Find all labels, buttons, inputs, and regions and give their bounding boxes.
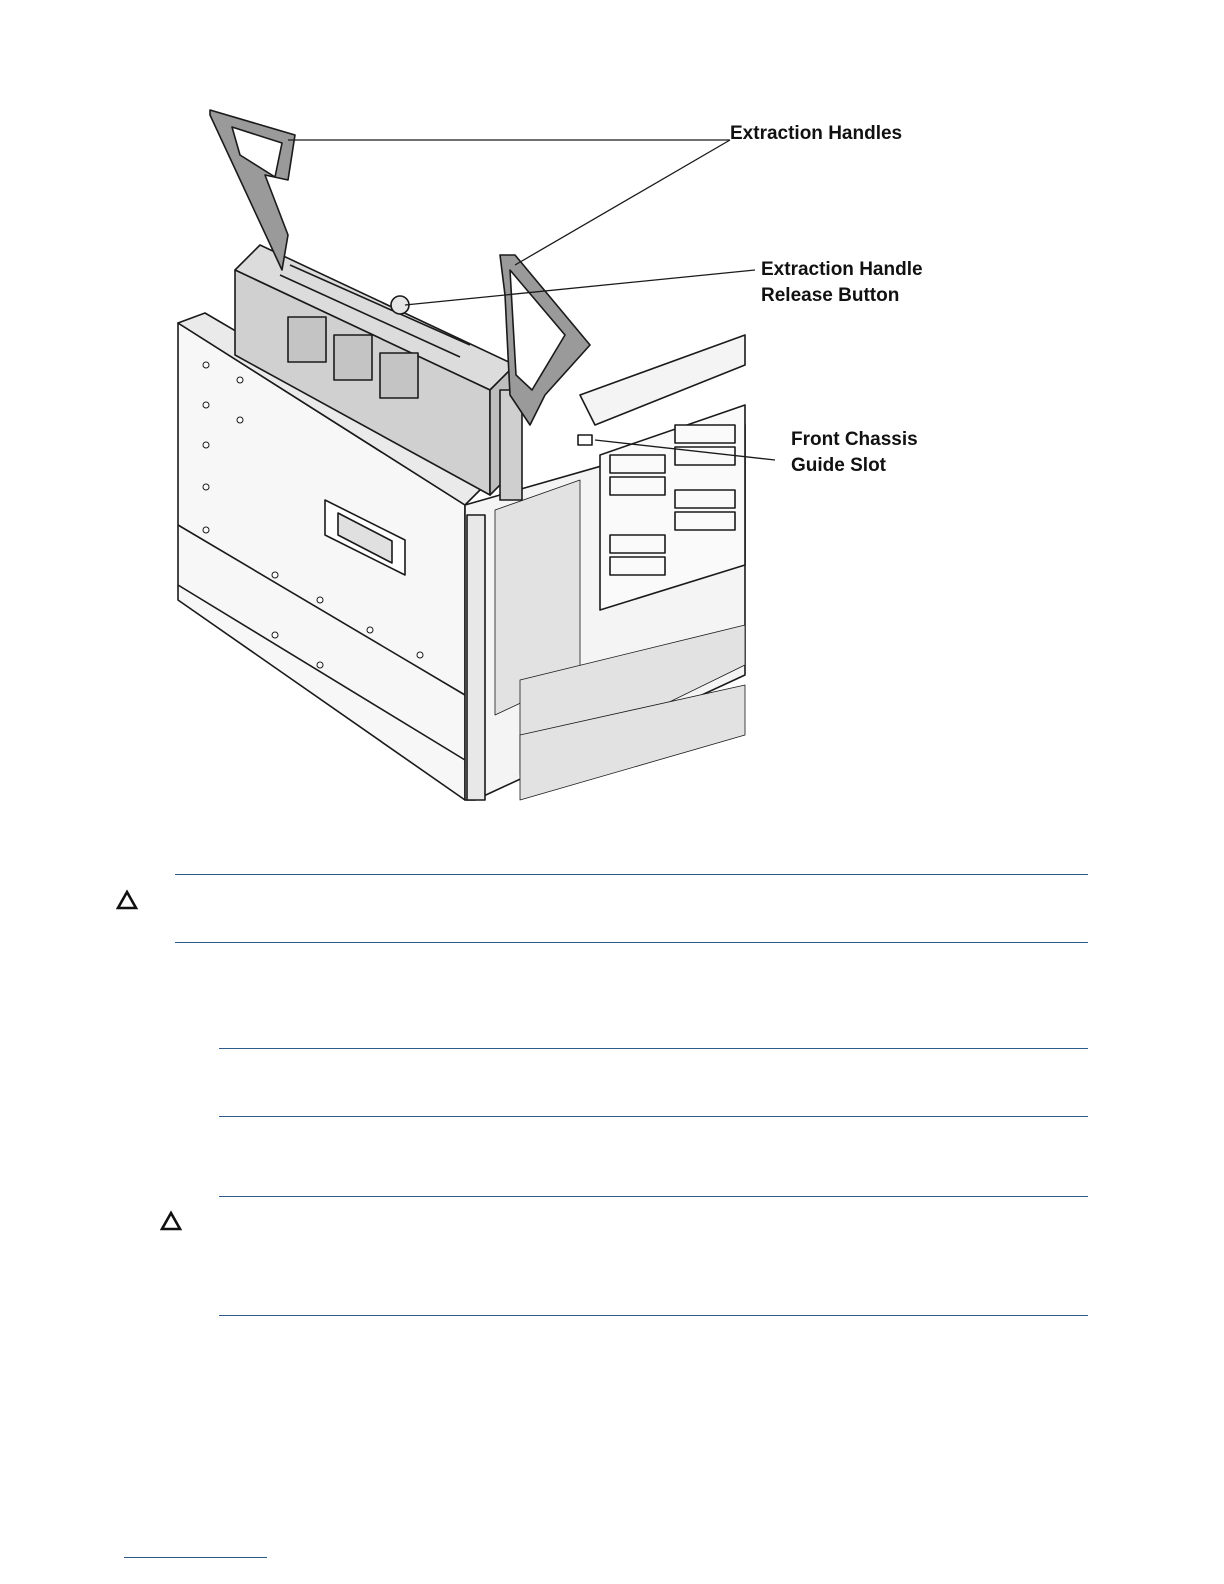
caution-icon (115, 889, 139, 911)
notice-1-top-rule (175, 874, 1088, 875)
callout-release-line2: Release Button (761, 285, 900, 306)
notice-3-top-rule (219, 1196, 1088, 1197)
notice-2-bottom-rule (219, 1116, 1088, 1117)
notice-3-bottom-rule (219, 1315, 1088, 1316)
callout-front-chassis-guide-slot (791, 427, 918, 479)
callout-extraction-handles: Extraction Handles (730, 123, 903, 144)
callout-guide-slot-line2: Guide Slot (791, 455, 886, 476)
notice-1-bottom-rule (175, 942, 1088, 943)
server-cell-board-figure (170, 95, 950, 810)
caution-icon (159, 1210, 183, 1232)
footnote-separator (124, 1557, 267, 1558)
callout-extraction-handle-release-button (761, 257, 923, 309)
callout-guide-slot-line1: Front Chassis (791, 429, 918, 450)
callout-release-line1: Extraction Handle (761, 259, 923, 280)
front-chassis-guide-slot (578, 435, 592, 445)
bezel-frame-strip (467, 515, 485, 800)
notice-2-top-rule (219, 1048, 1088, 1049)
